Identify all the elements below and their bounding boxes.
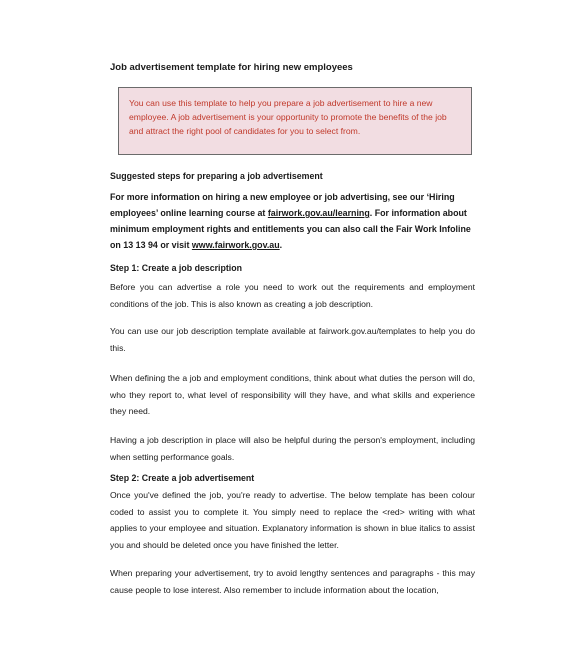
step2-paragraph-2-text: When preparing your advertisement, try to avoid lengthy sentences and paragraphs - this may cause people to lose interest. Also remember to include information about the location, bbox=[110, 568, 475, 595]
suggested-steps-heading: Suggested steps for preparing a job advertisement bbox=[110, 171, 323, 181]
template-note-text: You can use this template to help you prepare a job advertisement to hire a new employee. A job advertisement is your opportunity to promote the benefits of the job and attract the right pool of candidates for you to select from. bbox=[129, 98, 447, 137]
step1-paragraph-4 bbox=[110, 432, 475, 465]
document-title: Job advertisement template for hiring new employees bbox=[110, 62, 353, 73]
fairwork-learning-link[interactable]: fairwork.gov.au/learning bbox=[267, 208, 370, 218]
info-text-1: For more information on hiring a new employee or job advertising, see our ‘Hiring employees’ online learning course at bbox=[110, 192, 455, 218]
template-note-box bbox=[118, 87, 472, 155]
step2-heading: Step 2: Create a job advertisement bbox=[110, 473, 255, 483]
step1-paragraph-1 bbox=[110, 279, 475, 312]
step2-paragraph-1 bbox=[110, 487, 475, 553]
step1-paragraph-3 bbox=[110, 370, 475, 420]
info-text-3: . bbox=[279, 240, 283, 250]
step1-paragraph-3-text: When defining the a job and employment conditions, think about what duties the person will do, who they report to, what level of responsibility will they have, and what skills and experience they need. bbox=[110, 373, 475, 417]
step1-paragraph-4-text: Having a job description in place will also be helpful during the person's employment, including when setting performance goals. bbox=[110, 435, 475, 462]
info-text-2: . For information about minimum employment rights and entitlements you can also call the Fair Work Infoline on 13 13 94 or visit bbox=[110, 208, 471, 250]
step1-heading: Step 1: Create a job description bbox=[110, 263, 242, 273]
info-paragraph bbox=[110, 189, 475, 253]
step1-paragraph-2 bbox=[110, 323, 475, 356]
step1-paragraph-1-text: Before you can advertise a role you need to work out the requirements and employment conditions of the job. This is also known as creating a job description. bbox=[110, 282, 475, 309]
step2-paragraph-2 bbox=[110, 565, 475, 598]
step2-paragraph-1-text: Once you've defined the job, you're ready to advertise. The below template has been colour coded to assist you to complete it. You simply need to replace the <red> writing with what applies to your employee and situation. Explanatory information is shown in blue italics to assist you and should be deleted once you have finished the letter. bbox=[110, 490, 475, 550]
fairwork-website-link[interactable]: www.fairwork.gov.au bbox=[191, 240, 280, 250]
step1-paragraph-2-text: You can use our job description template available at fairwork.gov.au/templates to help you do this. bbox=[110, 326, 475, 353]
